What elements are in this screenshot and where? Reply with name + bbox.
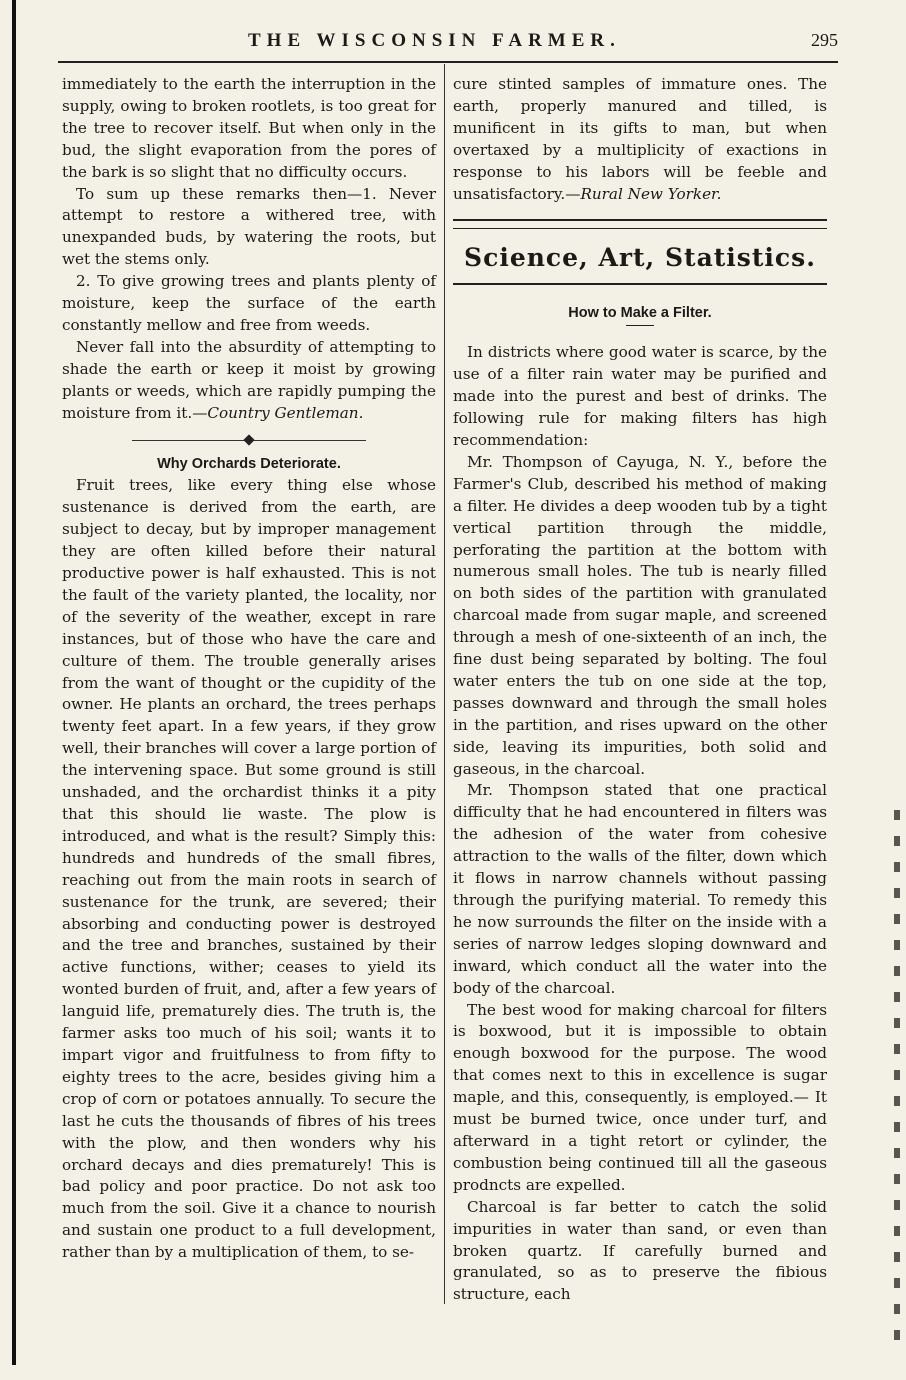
- paragraph: Fruit trees, like every thing else whose sustenance is derived from the earth, are subject to decay, but by improper management they are often killed before their natural productive power is half exhausted. This is not the fault of the variety planted, the locality, nor of the severity of the weather, except in rare instances, but of those who have the care and culture of them. The trouble generally arises from the want of thought or the cupidity of the owner. He plants an orchard, the trees perhaps twenty feet apart. In a few years, if they grow well, their branches will cover a large portion of the intervening space. But some ground is still unshaded, and the orchardist thinks it a pity that this should lie waste. The plow is introduced, and what is the result? Simply this: hundreds and hundreds of the small fibres, reaching out from the main roots in search of sustenance for the trunk, are severed; their absorbing and conducting power is destroyed and the tree and branches, sustained by their active functions, wither; ceases to yield its wonted burden of fruit, and, after a few years of languid life, prematurely dies. The truth is, the farmer asks too much of his soil; wants it to impart vigor and fruitfulness to from fifty to eighty trees to the acre, besides giving him a crop of corn or potatoes annually. To secure the last he cuts the thousands of fibres of his trees with the plow, and then wonders why his orchard decays and dies prematurely! This is bad policy and poor practice. Do not ask too much from the soil. Give it a chance to nourish and sustain one product to a full development, rather than by a multiplication of them, to se-: [62, 476, 436, 1262]
- paragraph: immediately to the earth the interruption in the supply, owing to broken rootlets, is too great for the tree to recover itself. But when only in the bud, the slight evaporation from the pores of the bark is so slight that no difficulty occurs.: [62, 75, 436, 181]
- right-column: [453, 74, 827, 1306]
- paragraph: In districts where good water is scarce, by the use of a filter rain water may be purified and made into the purest and best of drinks. The following rule for making filters has high recommendation:: [453, 343, 827, 449]
- title-rule: [626, 325, 654, 326]
- paragraph: Mr. Thompson of Cayuga, N. Y., before the Farmer's Club, described his method of making a filter. He divides a deep wooden tub by a tight vertical partition through the middle, perforating the partition at the bottom with numerous small holes. The tub is nearly filled on both sides of the partition with granulated charcoal made from sugar maple, and screened through a mesh of one-sixteenth of an inch, the fine dust being separated by bolting. The foul water enters the tub on one side at the top, passes downward and through the small holes in the partition, and rises upward on the other side, leaving its impurities, both solid and gaseous, in the charcoal.: [453, 452, 827, 778]
- journal-title: THE WISCONSIN FARMER.: [248, 30, 621, 51]
- paragraph: To sum up these remarks then—1. Never attempt to restore a withered tree, with unexpanded buds, by watering the roots, but wet the stems only.: [62, 184, 436, 269]
- column-divider: [444, 64, 445, 1304]
- paragraph: The best wood for making charcoal for filters is boxwood, but it is impossible to obtain enough boxwood for the purpose. The wood that comes next to this in excellence is sugar maple, and this, consequently, is employed.— It must be burned twice, once under turf, and afterward in a tight retort or cylinder, the combustion being continued till all the gaseous prodncts are expelled.: [453, 1000, 827, 1194]
- article-title: Why Orchards Deteriorate.: [157, 455, 341, 472]
- left-column: [62, 74, 436, 1264]
- paragraph: 2. To give growing trees and plants plenty of moisture, keep the surface of the earth constantly mellow and free from weeds.: [62, 272, 436, 334]
- page-binding-edge: [12, 0, 16, 1365]
- header-rule: [58, 61, 838, 63]
- paragraph-text: Never fall into the absurdity of attempting to shade the earth or keep it moist by growing plants or weeds, which are rapidly pumping the moisture from it.—: [62, 337, 436, 422]
- article-separator: [62, 434, 436, 446]
- page-header: [58, 30, 838, 60]
- paragraph: [62, 337, 436, 425]
- section-rule: [453, 283, 827, 285]
- paragraph-text: cure stinted samples of immature ones. The earth, properly manured and tilled, is munificent in its gifts to man, but when overtaxed by a multiplicity of exactions in response to his labors will be feeble and unsatisfactory.—: [453, 75, 827, 203]
- paragraph: Mr. Thompson stated that one practical difficulty that he had encountered in filters was the adhesion of the water from cohesive attraction to the walls of the filter, down which it flows in narrow channels without passing through the purifying material. To remedy this he now surrounds the filter on the inside with a series of narrow ledges sloping downward and inward, which conduct all the water into the body of the charcoal.: [453, 781, 827, 997]
- article-title: How to Make a Filter.: [568, 305, 712, 322]
- paragraph: [453, 74, 827, 205]
- page-edge-marks: [894, 810, 900, 1340]
- ornament-diamond-icon: [243, 434, 254, 445]
- page-number: 295: [811, 30, 838, 50]
- source-citation: Country Gentleman.: [207, 403, 364, 422]
- section-rule: [453, 219, 827, 229]
- source-citation: Rural New Yorker.: [580, 184, 722, 203]
- paragraph: Charcoal is far better to catch the solid impurities in water than sand, or even than broken quartz. If carefully burned and granulated, so as to preserve the fibious structure, each: [453, 1197, 827, 1304]
- section-heading: Science, Art, Statistics.: [464, 243, 816, 273]
